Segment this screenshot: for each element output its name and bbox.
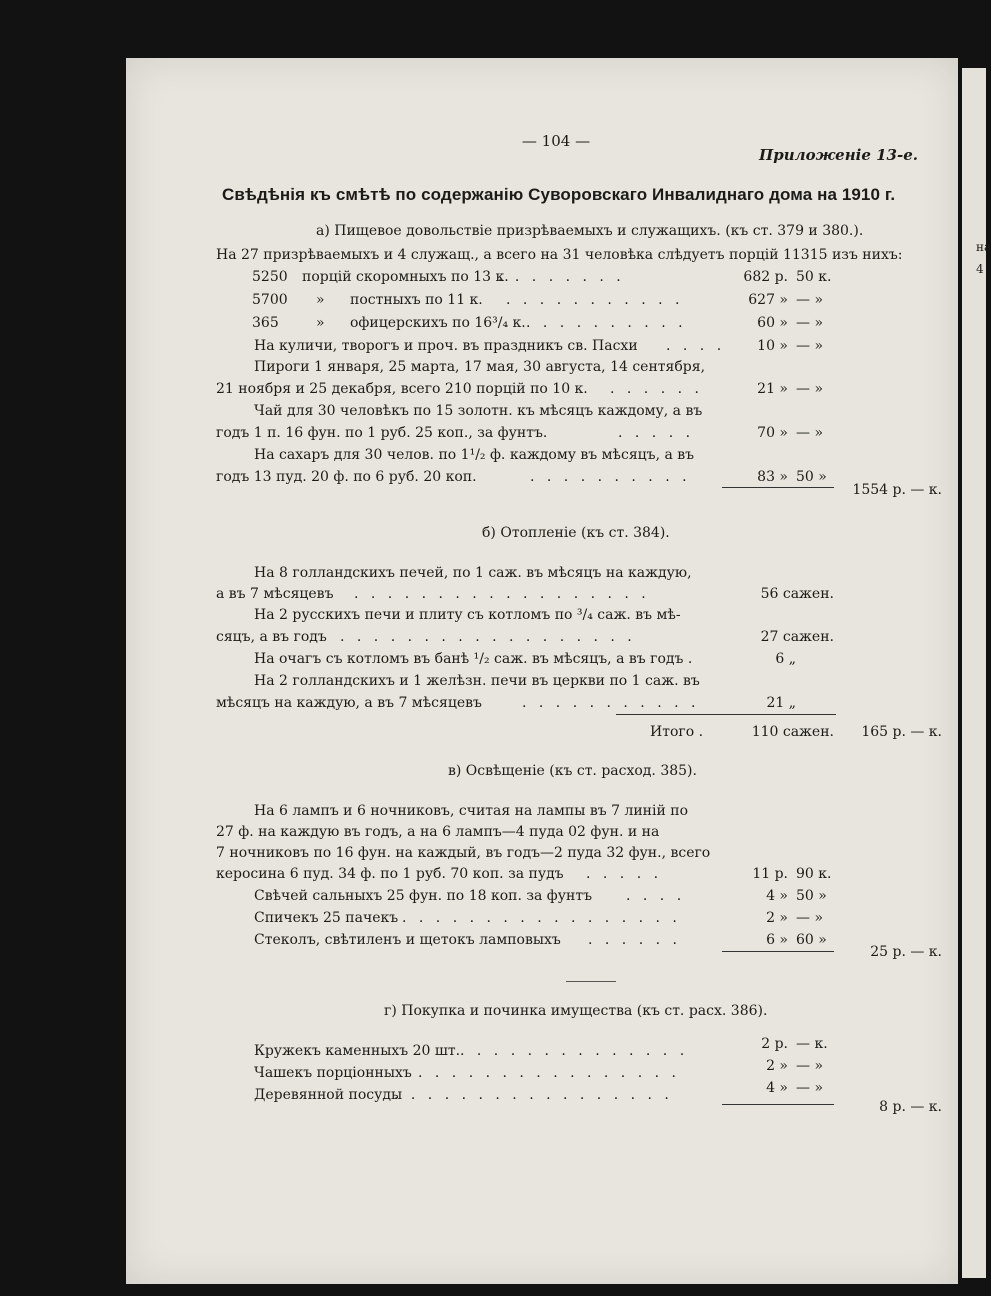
lighting-3-text: Спичекъ 25 пачекъ	[254, 910, 399, 926]
property-1-text: Кружекъ каменныхъ 20 шт.	[254, 1043, 461, 1059]
tea-kop: — »	[796, 425, 824, 441]
section-divider	[566, 981, 616, 982]
lighting-2-text: Свѣчей сальныхъ 25 фун. по 18 коп. за фунтъ	[254, 888, 592, 904]
adjacent-text-fragment: 4	[976, 262, 984, 276]
row-a3-desc: офицерскихъ по 16³/₄ к.	[350, 315, 526, 331]
leader-dots: . . . . . . . . . .	[530, 469, 691, 485]
pirogi-line1: Пироги 1 января, 25 марта, 17 мая, 30 августа, 14 сентября,	[254, 359, 706, 375]
heating-2-value: 27 сажен.	[760, 629, 834, 645]
section-v-heading: в) Освѣщеніе (къ ст. расход. 385).	[448, 763, 697, 779]
property-3-kop: — »	[796, 1080, 824, 1096]
kulichi-kop: — »	[796, 338, 824, 354]
pirogi-kop: — »	[796, 381, 824, 397]
section-g-heading: г) Покупка и починка имущества (къ ст. расх. 386).	[384, 1003, 768, 1019]
leader-dots: . . . . . . . . . .	[526, 315, 687, 331]
lighting-2-kop: 50 »	[796, 888, 827, 904]
page-title: Свѣдѣнія къ смѣтѣ по содержанію Суворовскаго Инвалиднаго дома на 1910 г.	[222, 185, 896, 204]
heating-3-line1: На очагъ съ котломъ въ банѣ ¹/₂ саж. въ мѣсяцъ, а въ годъ .	[254, 651, 693, 667]
property-3-text: Деревянной посуды	[254, 1087, 403, 1103]
property-1-kop: — к.	[796, 1036, 828, 1052]
row-a2-qty: 5700	[252, 292, 288, 308]
leader-dots: . . . . . . . . . . . . . . . . .	[394, 1087, 673, 1103]
section-b-heading: б) Отопленіе (къ ст. 384).	[482, 525, 670, 541]
subtotal-rule	[722, 487, 834, 488]
lighting-3-rub: 2 »	[766, 910, 788, 926]
lighting-1-line4: керосина 6 пуд. 34 ф. по 1 руб. 70 коп. за пудъ	[216, 866, 564, 882]
row-a2-rub: 627 »	[748, 292, 788, 308]
lighting-3-kop: — »	[796, 910, 824, 926]
leader-dots: . . . . . . . . . . . . . . . .	[418, 1065, 680, 1081]
tea-line1: Чай для 30 человѣкъ по 15 золотн. къ мѣсяцъ каждому, а въ	[254, 403, 703, 419]
kulichi-text: На куличи, творогъ и проч. въ праздникъ св. Пасхи	[254, 338, 638, 354]
leader-dots: . . . . .	[618, 425, 695, 441]
pirogi-rub: 21 »	[757, 381, 788, 397]
property-2-rub: 2 »	[766, 1058, 788, 1074]
sugar-line1: На сахаръ для 30 челов. по 1¹/₂ ф. каждому въ мѣсяцъ, а въ	[254, 447, 695, 463]
sugar-rub: 83 »	[757, 469, 788, 485]
section-a-total: 1554 р. — к.	[852, 482, 942, 498]
row-a3-qty: 365	[252, 315, 279, 331]
leader-dots: . . . . . . . . . . . . . .	[460, 1043, 689, 1059]
section-a-heading: а) Пищевое довольствіе призрѣваемыхъ и служащихъ. (къ ст. 379 и 380.).	[316, 223, 864, 239]
leader-dots: . . . . . .	[588, 932, 681, 948]
leader-dots: . . . . . . . .	[498, 269, 625, 285]
leader-dots: . . . . .	[586, 866, 663, 882]
document-page	[126, 58, 958, 1284]
leader-dots: . . . .	[666, 338, 726, 354]
property-2-text: Чашекъ порціонныхъ	[254, 1065, 412, 1081]
tea-line2: годъ 1 п. 16 фун. по 1 руб. 25 коп., за фунтъ.	[216, 425, 548, 441]
leader-dots: . . . . . . . . . . . . . . . . .	[402, 910, 681, 926]
row-a2-desc: постныхъ по 11 к.	[350, 292, 483, 308]
heating-4-line1: На 2 голландскихъ и 1 желѣзн. печи въ церкви по 1 саж. въ	[254, 673, 700, 689]
row-a2-kop: — »	[796, 292, 824, 308]
property-1-rub: 2 р.	[761, 1036, 788, 1052]
section-b-total: 165 р. — к.	[861, 724, 942, 740]
heating-2-line1: На 2 русскихъ печи и плиту съ котломъ по ³/₄ саж. въ мѣ-	[254, 607, 681, 623]
row-a1-rub: 682 р.	[743, 269, 788, 285]
lighting-1-kop: 90 к.	[796, 866, 832, 882]
kulichi-rub: 10 »	[757, 338, 788, 354]
lighting-4-text: Стеколъ, свѣтиленъ и щетокъ ламповыхъ	[254, 932, 561, 948]
tea-rub: 70 »	[757, 425, 788, 441]
leader-dots: . . . . . . . . . . . . . . . . . .	[354, 586, 650, 602]
row-a2-mark: »	[316, 292, 325, 308]
heating-2-line2: сяцъ, а въ годъ	[216, 629, 327, 645]
sugar-line2: годъ 13 пуд. 20 ф. по 6 руб. 20 коп.	[216, 469, 477, 485]
property-3-rub: 4 »	[766, 1080, 788, 1096]
appendix-label: Приложеніе 13-е.	[759, 146, 918, 164]
row-a1-kop: 50 к.	[796, 269, 832, 285]
lighting-4-rub: 6 »	[766, 932, 788, 948]
row-a1-desc: порцій скоромныхъ по 13 к.	[302, 269, 509, 285]
leader-dots: . . . . . . . . . . .	[522, 695, 700, 711]
row-a3-kop: — »	[796, 315, 824, 331]
lighting-2-rub: 4 »	[766, 888, 788, 904]
section-b-total-label: Итого .	[650, 724, 704, 740]
heating-1-value: 56 сажен.	[760, 586, 834, 602]
lighting-1-line2: 27 ф. на каждую въ годъ, а на 6 лампъ—4 пуда 02 фун. и на	[216, 824, 660, 840]
heating-1-line1: На 8 голландскихъ печей, по 1 саж. въ мѣсяцъ на каждую,	[254, 565, 692, 581]
row-a1-qty: 5250	[252, 269, 288, 285]
leader-dots: . . . .	[626, 888, 686, 904]
adjacent-text-fragment: на	[976, 240, 991, 254]
heating-3-value: 6 „	[775, 651, 796, 667]
subtotal-rule	[722, 1104, 834, 1105]
row-a3-mark: »	[316, 315, 325, 331]
leader-dots: . . . . . . . . . . .	[506, 292, 684, 308]
section-a-intro: На 27 призрѣваемыхъ и 4 служащ., а всего на 31 человѣка слѣдуетъ порцій 11315 изъ нихъ:	[216, 247, 903, 263]
row-a3-rub: 60 »	[757, 315, 788, 331]
section-b-total-qty: 110 сажен.	[751, 724, 834, 740]
lighting-4-kop: 60 »	[796, 932, 827, 948]
lighting-1-rub: 11 р.	[752, 866, 788, 882]
section-g-total: 8 р. — к.	[879, 1099, 942, 1115]
leader-dots: . . . . . . . . . . . . . . . . . .	[340, 629, 636, 645]
section-v-total: 25 р. — к.	[870, 944, 942, 960]
leader-dots: . . . . . .	[610, 381, 703, 397]
subtotal-rule	[616, 714, 836, 715]
subtotal-rule	[722, 951, 834, 952]
adjacent-page-edge	[962, 68, 991, 1278]
page-number: — 104 —	[521, 132, 591, 150]
heating-4-value: 21 „	[766, 695, 796, 711]
heating-4-line2: мѣсяцъ на каждую, а въ 7 мѣсяцевъ	[216, 695, 482, 711]
pirogi-line2: 21 ноября и 25 декабря, всего 210 порцій по 10 к.	[216, 381, 588, 397]
lighting-1-line3: 7 ночниковъ по 16 фун. на каждый, въ годъ—2 пуда 32 фун., всего	[216, 845, 711, 861]
property-2-kop: — »	[796, 1058, 824, 1074]
sugar-kop: 50 »	[796, 469, 827, 485]
heating-1-line2: а въ 7 мѣсяцевъ	[216, 586, 334, 602]
lighting-1-line1: На 6 лампъ и 6 ночниковъ, считая на лампы въ 7 линій по	[254, 803, 689, 819]
